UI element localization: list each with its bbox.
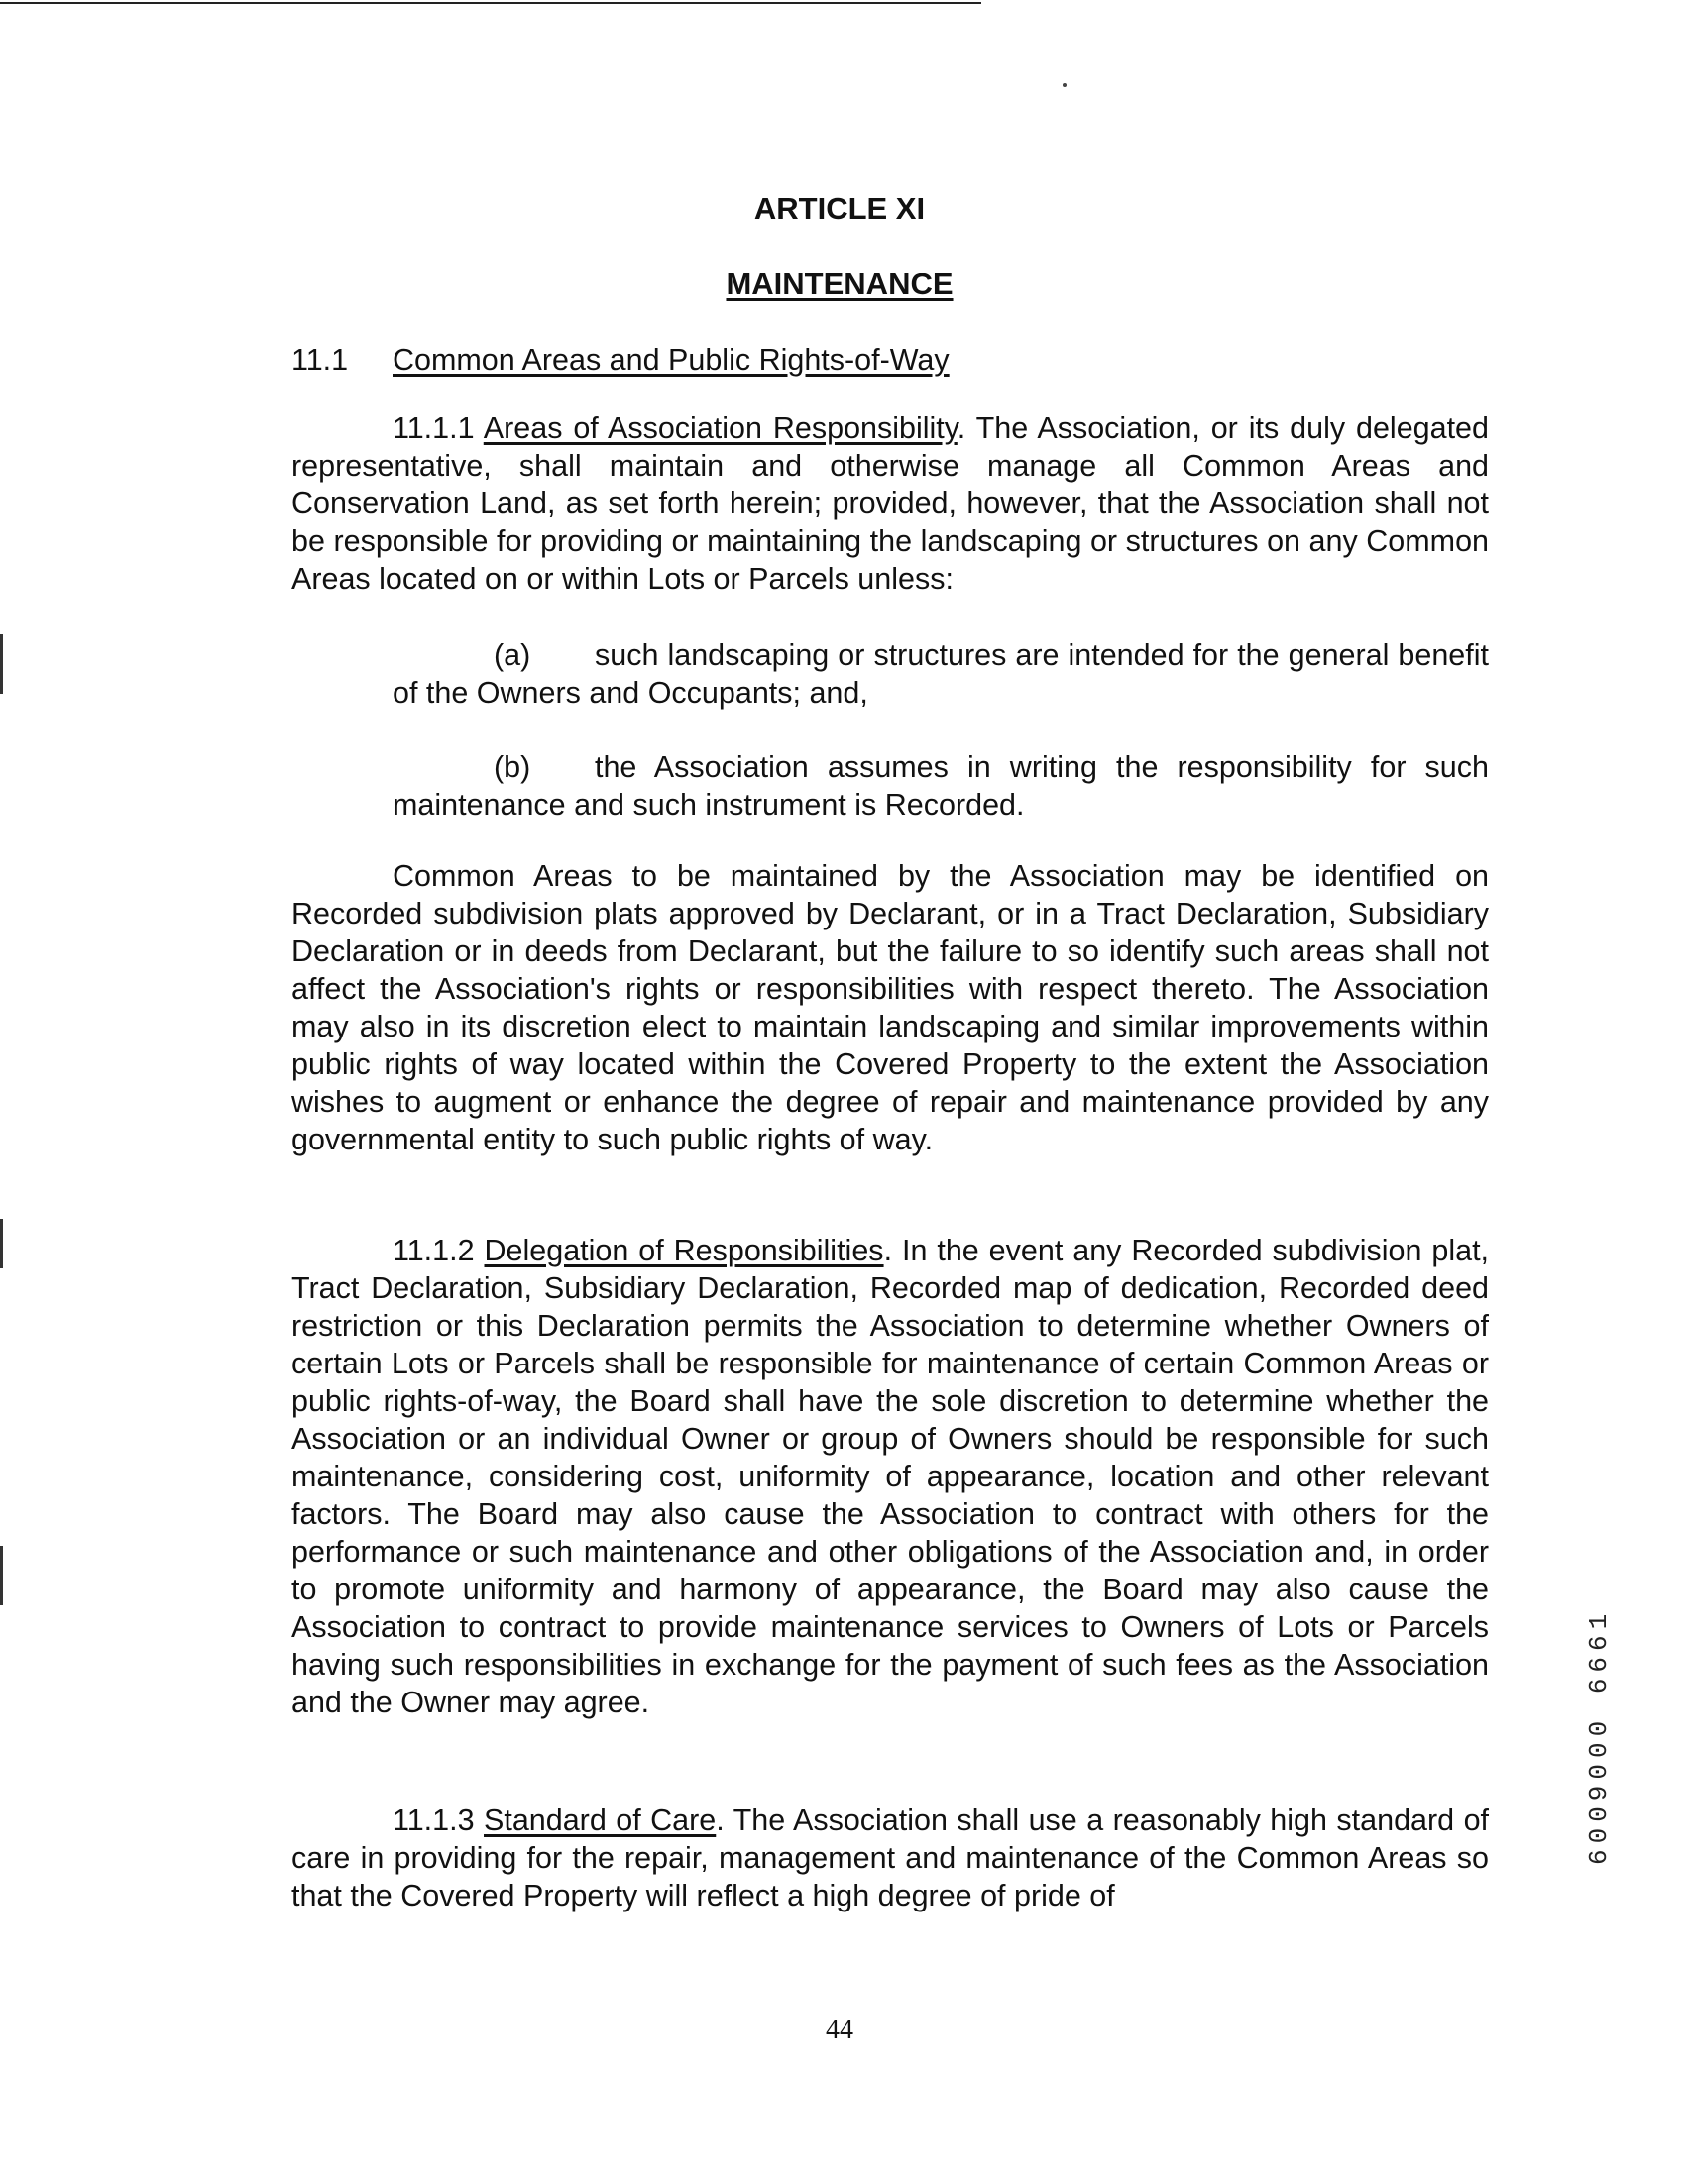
scan-edge-mark (0, 634, 3, 694)
paragraph-text: . In the event any Recorded subdivision plat, Tract Declaration, Subsidiary Declaration, Recorded map of dedication, Recorded deed restriction or this Declaration permits the Association to determine whether Owners of certain Lots or Parcels shall be responsible for maintenance of certain Common Areas or public rights-of-way, the Board shall have the sole discretion to determine whether the Association or an individual Owner or group of Owners should be responsible for such maintenance, considering cost, uniformity of appearance, location and other relevant factors. The Board may also cause the Association to contract with others for the performance or such maintenance and other obligations of the Association and, in order to promote uniformity and harmony of appearance, the Board may also cause the Association to contract to provide maintenance services to Owners of Lots or Parcels having such responsibilities in exchange for the payment of such fees as the Association and the Owner may agree. (291, 1234, 1490, 1719)
scan-edge-mark (0, 1219, 3, 1268)
section-heading (291, 341, 1489, 379)
list-item-a (393, 636, 1489, 711)
paragraph-number: 11.1.2 (393, 1234, 475, 1267)
paragraph-text: . The Association, or its duly delegated representative, shall maintain and otherwise manage all Common Areas and Conservation Land, as set forth herein; provided, however, that the Association shall not be responsible for providing or maintaining the landscaping or structures on any Common Areas located on or within Lots or Parcels unless: (291, 411, 1489, 596)
paragraph-title: Areas of Association Responsibility (483, 411, 958, 445)
list-item-label: (a) (494, 638, 531, 672)
paragraph-11-1-2 (291, 1232, 1489, 1721)
scan-edge-mark (0, 1546, 3, 1605)
list-item-text: the Association assumes in writing the responsibility for such maintenance and such instrument is Recorded. (393, 750, 1489, 821)
article-subtitle (291, 266, 1388, 303)
paragraph-title: Delegation of Responsibilities (484, 1234, 884, 1267)
list-item-label: (b) (494, 750, 531, 784)
paragraph-11-1-3 (291, 1802, 1489, 1914)
scan-top-border (0, 2, 981, 4)
section-number: 11.1 (291, 343, 349, 377)
paragraph-text: Common Areas to be maintained by the Association may be identified on Recorded subdivision plats approved by Declarant, or in a Tract Declaration, Subsidiary Declaration or in deeds from Declarant, but the failure to so identify such areas shall not affect the Association's rights or responsibilities with respect thereto. The Association may also in its discretion elect to maintain landscaping and similar improvements within public rights of way located within the Covered Property to the extent the Association wishes to augment or enhance the degree of repair and maintenance provided by any governmental entity to such public rights of way. (291, 859, 1489, 1156)
recording-stamp: 6009000 6661 (1584, 1607, 1614, 1865)
paragraph-title: Standard of Care (484, 1803, 717, 1837)
page-number: 44 (826, 2015, 853, 2045)
scan-speck (1063, 83, 1067, 87)
paragraph-common-areas (291, 857, 1489, 1158)
list-item-b (393, 748, 1489, 823)
article-title: ARTICLE XI (753, 191, 926, 226)
list-item-text: such landscaping or structures are intended for the general benefit of the Owners and Occupants; and, (393, 638, 1489, 710)
paragraph-number: 11.1.1 (393, 411, 475, 445)
paragraph-text: . The Association shall use a reasonably high standard of care in providing for the repair, management and maintenance of the Common Areas so that the Covered Property will reflect a high degree of pride of (291, 1803, 1490, 1912)
article-subtitle-text: MAINTENANCE (726, 267, 954, 301)
paragraph-11-1-1 (291, 409, 1489, 598)
section-title: Common Areas and Public Rights-of-Way (393, 343, 950, 377)
paragraph-number: 11.1.3 (393, 1803, 475, 1837)
